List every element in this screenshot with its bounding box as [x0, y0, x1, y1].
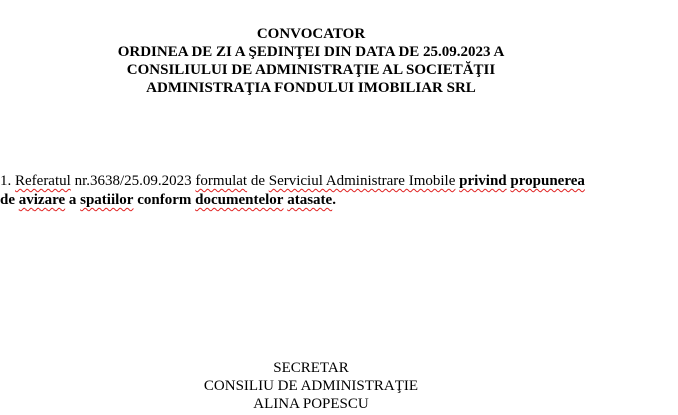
agenda-word: de: [250, 173, 265, 189]
agenda-word: a: [68, 192, 77, 208]
agenda-word: atasate: [287, 192, 333, 208]
agenda-word: avizare: [18, 192, 66, 208]
document-title: [0, 25, 622, 97]
title-line-agenda: ORDINEA DE ZI A ŞEDINŢEI DIN DATA DE 25.09.2023 A: [117, 44, 505, 60]
title-line-council: CONSILIULUI DE ADMINISTRAŢIE AL SOCIETĂŢII: [126, 62, 496, 78]
agenda-item-number: 1.: [0, 173, 12, 189]
signature-block: [0, 359, 622, 413]
agenda-item-line-1: [0, 172, 660, 191]
agenda-word: Referatul: [15, 173, 71, 189]
agenda-word: de: [0, 192, 15, 208]
agenda-word: propunerea: [510, 173, 585, 189]
agenda-word: formulat: [195, 173, 248, 189]
signature-name: ALINA POPESCU: [253, 396, 369, 412]
agenda-item-line-2: [0, 191, 660, 210]
signature-body: CONSILIU DE ADMINISTRAŢIE: [203, 378, 419, 394]
agenda-word: nr.3638/25.09.2023: [74, 173, 192, 189]
agenda-word: spatiilor: [80, 192, 134, 208]
agenda-period: .: [332, 192, 336, 208]
signature-role: SECRETAR: [273, 360, 349, 376]
agenda-word: Serviciul Administrare Imobile: [268, 173, 456, 189]
agenda-item-1: [0, 172, 660, 210]
title-line-company: ADMINISTRAŢIA FONDULUI IMOBILIAR SRL: [146, 80, 476, 96]
agenda-word: privind: [459, 173, 507, 189]
title-line-convocator: CONVOCATOR: [256, 26, 366, 42]
agenda-word: documentelor: [195, 192, 284, 208]
agenda-word: conform: [137, 192, 192, 208]
